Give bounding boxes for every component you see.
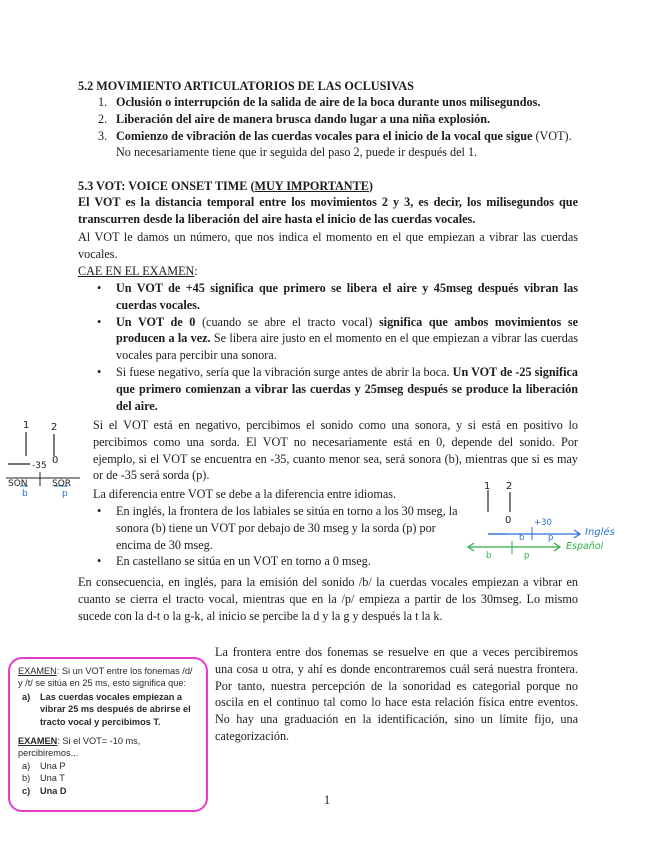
articulatory-steps-list	[78, 94, 583, 161]
exam-question-2: EXAMEN: Si el VOT= -10 ms, percibiremos...	[18, 736, 141, 759]
label-p: p	[62, 489, 68, 499]
label-p-en: p	[548, 533, 554, 543]
list-item: 2. Liberación del aire de manera brusca dando lugar a una niña explosión.	[98, 111, 491, 126]
para-diff: La diferencia entre VOT se debe a la diferencia entre idiomas.	[93, 487, 397, 501]
label-1: 1	[23, 420, 30, 431]
label-espanol: Español	[566, 541, 604, 552]
exam-answer: a) Las cuerdas vocales empiezan a vibrar 25 ms después de abrirse el tracto vocal y percibimos T.	[22, 691, 191, 727]
label-son: SON	[8, 479, 28, 489]
exam-option: a) Una P	[22, 760, 66, 771]
label-plus30: +30	[534, 518, 552, 528]
exam-option: c) Una D	[22, 785, 67, 796]
section-52-title: 5.2 MOVIMIENTO ARTICULATORIOS DE LAS OCLUSIVAS	[78, 79, 414, 93]
vot-intro: Al VOT le damos un número, que nos indica el momento en el que empiezan a vibrar las cuerdas vocales.	[78, 230, 578, 261]
label-2: 2	[506, 481, 513, 492]
list-item: • En castellano se sitúa en un VOT en torno a 0 mseg.	[97, 554, 371, 569]
list-item: • Un VOT de 0 (cuando se abre el tracto vocal) significa que ambos movimientos se producen a la vez. Se libera aire justo en el momento en el que empiezan a vibrar las cuerdas vocales para percibir una sonora.	[97, 314, 578, 363]
language-list	[78, 503, 458, 570]
label-1: 1	[484, 481, 491, 492]
label-ingles: Inglés	[585, 527, 615, 538]
para-consequence: En consecuencia, en inglés, para la emisión del sonido /b/ la cuerdas vocales empiezan a vibrar en cuanto se cierra el tracto vocal, mientras que en la /p/ empieza a partir de los 30mseg. Lo mismo sucede con la d-t o la g-k, al inicio se percibe la d y la g y después la t la k.	[78, 575, 578, 623]
exam-heading: CAE EN EL EXAMEN:	[78, 264, 198, 278]
label-zero: 0	[505, 515, 512, 526]
list-item: • Si fuese negativo, sería que la vibración surge antes de abrir la boca. Un VOT de -25 significa que primero comienzan a vibrar las cuerdas y 25mseg después se produce la liberación del aire.	[97, 364, 578, 413]
list-item: • En inglés, la frontera de los labiales se sitúa en torno a los 30 mseg, la sonora (b) tiene un VOT por debajo de 30 mseg y la sorda (p) por encima de 30 mseg.	[97, 504, 458, 552]
label-p-es: p	[524, 551, 530, 561]
section-53-title: 5.3 VOT: VOICE ONSET TIME (MUY IMPORTANTE)	[78, 179, 373, 193]
label-b-en: b	[519, 533, 525, 543]
list-item: • Un VOT de +45 significa que primero se libera el aire y 45mseg después vibran las cuerdas vocales.	[97, 281, 578, 312]
label-b: b	[22, 489, 28, 499]
list-item: 1. Oclusión o interrupción de la salida de aire de la boca durante unos milisegundos.	[98, 95, 541, 109]
label-b-es: b	[486, 551, 492, 561]
label-2: 2	[51, 422, 58, 433]
label-minus35: -35	[32, 461, 47, 471]
vot-definition: El VOT es la distancia temporal entre los movimientos 2 y 3, es decir, los milisegundos que transcurren desde la liberación del aire hasta el inicio de las cuerdas vocales.	[78, 195, 578, 226]
para-negative: Si el VOT está en negativo, percibimos el sonido como una sonora, y si está en positivo lo percibimos como una sorda. El VOT no necesariamente está en 0, depende del sonido. Por ejemplo, si el VOT se encuentra en -35, cuanto menor sea, será sonora (b), mientras que si es may or de -35 será sorda (p).	[93, 418, 578, 483]
para-frontier: La frontera entre dos fonemas se resuelve en que a veces percibiremos una cosa u otra, y ahí es donde encontraremos cuál será nuestra frontera. Por tanto, nuestra percepción de la sonoridad es categorial porque no oscila en el continuo tal como lo hace esta relación física entre eventos. No hay una graduación en la identificación, sino un límite fijo, una categorización.	[215, 645, 578, 743]
label-zero: 0	[52, 455, 59, 466]
vot-examples-list	[78, 280, 578, 414]
label-sor: SOR	[52, 479, 72, 489]
important-label: MUY IMPORTANTE	[254, 179, 369, 193]
exam-question-1: EXAMEN: Si un VOT entre los fonemas /d/ y /t/ se sitúa en 25 ms, esto significa que:	[18, 666, 193, 689]
exam-questions-box	[8, 657, 208, 812]
exam-option: b) Una T	[22, 773, 65, 784]
page-number: 1	[324, 793, 331, 807]
list-item: 3. Comienzo de vibración de las cuerdas vocales para el inicio de la vocal que sigue (VOT). No necesariamente tiene que ir seguida del paso 2, puede ir después del 1.	[98, 128, 572, 160]
